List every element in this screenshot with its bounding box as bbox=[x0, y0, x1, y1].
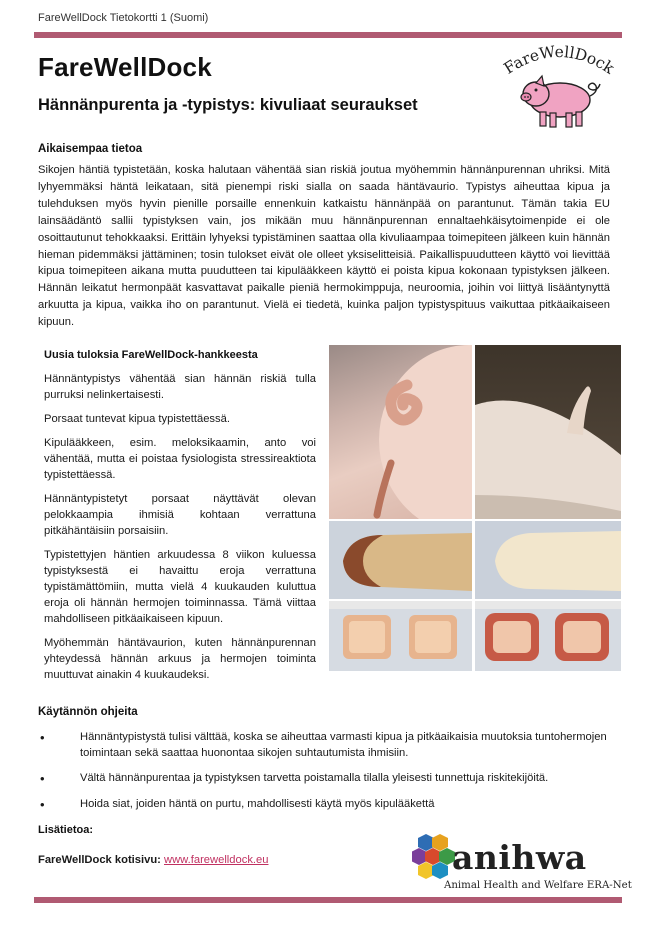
photo-tail-crosssection-b bbox=[475, 601, 621, 671]
anihwa-logo bbox=[412, 832, 632, 894]
result-item: Hännäntypistys vähentää sian hännän riskiä tulla purruksi nelinkertaisesti. bbox=[44, 373, 316, 401]
document-tag: FareWellDock Tietokortti 1 (Suomi) bbox=[38, 12, 209, 24]
bullet-icon: • bbox=[40, 730, 45, 745]
result-item: Kipulääkkeen, esim. meloksikaamin, anto voi vähentää, mutta ei poistaa fysiologista stressireaktiota typistettäessä. bbox=[44, 437, 316, 481]
photo-piglet-long-tail bbox=[329, 345, 472, 519]
page-title: FareWellDock bbox=[38, 52, 212, 82]
homepage-label: FareWellDock kotisivu: bbox=[38, 854, 165, 866]
background-paragraph: Sikojen häntiä typistetään, koska halutaan vähentää sian riskiä joutua myöhemmin hännänpurennan uhriksi. Mitä lyhyemmäksi häntä leikataan, sitä pienempi riski sialla on saada häntävaurio. Typistys aiheuttaa kipua ja tulehduksen myös hyvin pienille porsaille ennenkuin katkaistu hännänpää on parantunut. Tämän takia EU lainsäädäntö sallii typistyksen vain, jos mikään muu hännänpurennan ennaltaehkäisytoimenpide ei ole osoittautunut tehokkaaksi. Erittäin lyhyeksi typistäminen saattaa olla kivuliaampaa toimepiteen jälkeen kuin hännän hieman pidemmäksi jättäminen; tosin tulokset eivät ole olleet yksiselitteisiä. Paikallispuudutteen käyttö voi lievittää kipua toimepiteen aikana mutta puudutteen tai kipulääkkeen käyttö ei poista kipua kokonaan typistyksen jälkeen. Hännän leikatut hermonpäät kasvattavat paikalle pieniä hermokimppuja, neuroomia, joihin voi liittyä lisääntynyttä arkuutta ja kipua, vaikka iho on parantunut. Vielä ei tiedetä, kuinka paljon typistyspituus vaikuttaa pitkäaikaiseen kipuun. bbox=[38, 164, 610, 329]
anihwa-wordmark: anihwa bbox=[452, 838, 587, 877]
results-heading: Uusia tuloksia FareWellDock-hankkeesta bbox=[44, 349, 258, 361]
bullet-icon: • bbox=[40, 771, 45, 786]
practice-item: • Hännäntypistystä tulisi välttää, koska se aiheuttaa varmasti kipua ja pitkäaikaisia muutoksia tuntohermojen toimintaan sekä saattaa huonontaa sikojen suhtautumista ihmisiin. bbox=[40, 730, 607, 759]
more-info-heading: Lisätietoa: bbox=[38, 824, 94, 836]
farewelldock-logo bbox=[500, 42, 618, 134]
background-heading: Aikaisempaa tietoa bbox=[38, 143, 143, 155]
bullet-icon: • bbox=[40, 796, 45, 812]
practice-item: • Hoida siat, joiden häntä on purtu, mahdollisesti käytä myös kipulääkettä bbox=[40, 796, 435, 812]
results-list bbox=[44, 371, 316, 691]
homepage-link[interactable]: www.farewelldock.eu bbox=[164, 854, 269, 866]
bottom-accent-bar bbox=[34, 897, 622, 903]
logo-arc-text: FareWellDock bbox=[500, 42, 618, 78]
anihwa-tagline: Animal Health and Welfare ERA-Net bbox=[444, 880, 632, 891]
homepage-line bbox=[38, 854, 268, 866]
result-item: Porsaat tuntevat kipua typistettäessä. bbox=[44, 413, 230, 425]
result-item: Typistettyjen häntien arkuudessa 8 viikon kuluessa typistyksestä ei havaittu eroja verrattuna typistämättömiin, mutta vielä 4 kuukauden kuluttua eroja oli hännän hermojen toiminnassa. Tämä viittaa mahdolliseen pitkäaikaiseen kipuun. bbox=[44, 549, 316, 625]
practice-item: • Vältä hännänpurentaa ja typistyksen tarvetta poistamalla tilalla yleisesti tunnettuja riskitekijöitä. bbox=[40, 771, 549, 786]
photo-tail-section-short bbox=[329, 521, 472, 599]
photo-tail-section-long bbox=[475, 521, 621, 599]
photo-tail-crosssection-a bbox=[329, 601, 472, 671]
result-item: Hännäntypistetyt porsaat näyttävät olevan pelokkaampia ihmisiä kohtaan verrattuna pitkähäntäisiin porsaisiin. bbox=[44, 493, 316, 537]
practice-list bbox=[38, 730, 618, 822]
top-accent-bar bbox=[34, 32, 622, 38]
practice-heading: Käytännön ohjeita bbox=[38, 706, 138, 718]
pig-icon bbox=[500, 42, 618, 134]
result-item: Myöhemmän häntävaurion, kuten hännänpurennan yhteydessä hännän arkuus ja hermojen toiminta muuttuvat ainakin 4 kuukaudeksi. bbox=[44, 637, 316, 681]
photo-piglet-docked-tail bbox=[475, 345, 621, 519]
page-subtitle: Hännänpurenta ja -typistys: kivuliaat seuraukset bbox=[38, 96, 418, 114]
